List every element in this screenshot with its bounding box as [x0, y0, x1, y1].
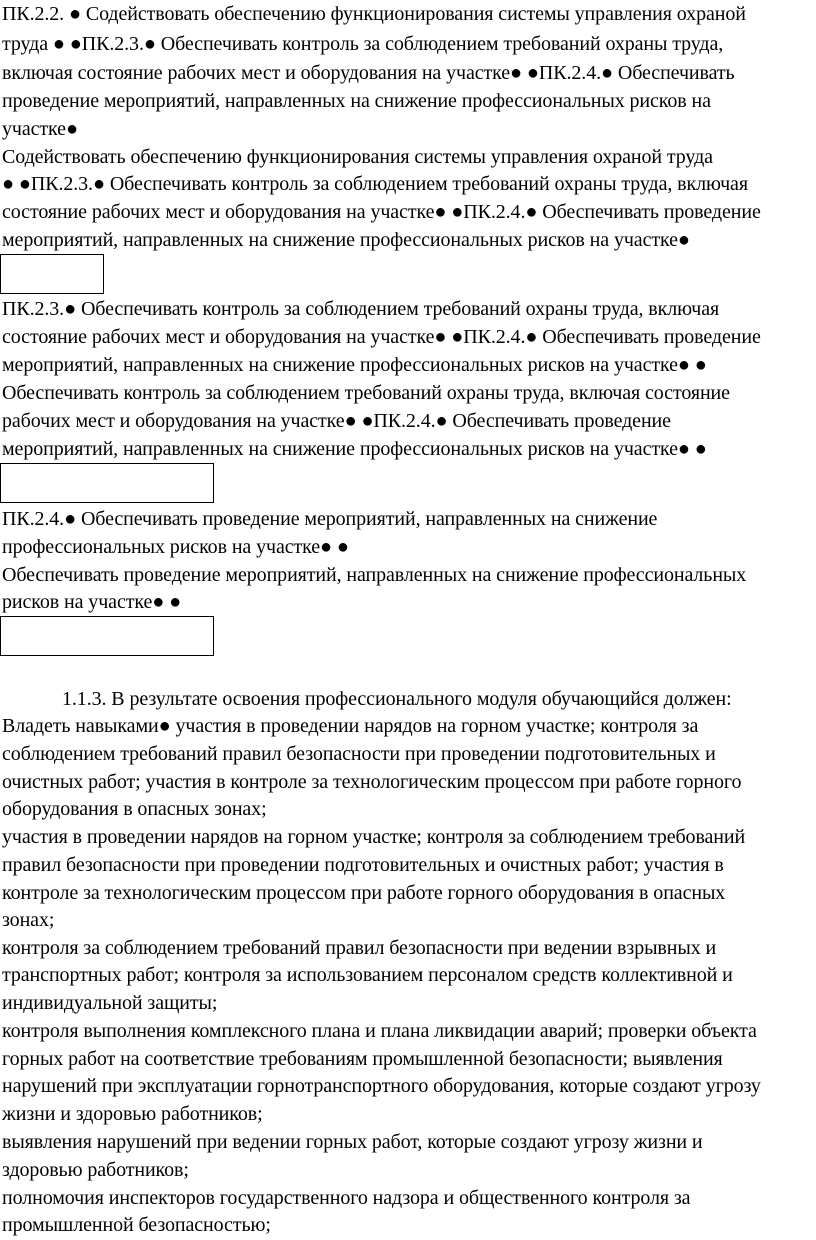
text-line: горных работ на соответствие требованиям промышленной безопасности; выявления [2, 1048, 723, 1070]
text-line: промышленной безопасностью; [2, 1214, 271, 1236]
text-line: рабочих мест и оборудования на участке● ●ПК.2.4.● Обеспечивать проведение [2, 410, 671, 432]
text-line: состояние рабочих мест и оборудования на участке● ●ПК.2.4.● Обеспечивать проведение [2, 326, 761, 348]
text-line: ● ●ПК.2.3.● Обеспечивать контроль за соблюдением требований охраны труда, включая [2, 173, 748, 195]
section-heading: 1.1.3. В результате освоения профессионального модуля обучающийся должен: [62, 688, 732, 710]
text-line: участия в проведении нарядов на горном участке; контроля за соблюдением требований [2, 826, 746, 848]
text-line: проведение мероприятий, направленных на снижение профессиональных рисков на [2, 90, 711, 112]
text-line: здоровью работников; [2, 1159, 189, 1181]
text-line: Обеспечивать контроль за соблюдением требований охраны труда, включая состояние [2, 382, 730, 404]
text-line: рисков на участке● ● [2, 591, 182, 613]
text-line: профессиональных рисков на участке● ● [2, 536, 349, 558]
text-line: контроля выполнения комплексного плана и плана ликвидации аварий; проверки объекта [2, 1020, 757, 1042]
text-line: транспортных работ; контроля за использованием персоналом средств коллективной и [2, 964, 733, 986]
text-line: контроле за технологическим процессом при работе горного оборудования в опасных [2, 882, 726, 904]
text-line: ПК.2.3.● Обеспечивать контроль за соблюдением требований охраны труда, включая [2, 298, 720, 320]
text-line: состояние рабочих мест и оборудования на участке● ●ПК.2.4.● Обеспечивать проведение [2, 201, 761, 223]
text-line: мероприятий, направленных на снижение профессиональных рисков на участке● ● [2, 438, 707, 460]
text-line: Обеспечивать проведение мероприятий, направленных на снижение профессиональных [2, 564, 747, 586]
text-line: нарушений при эксплуатации горнотранспортного оборудования, которые создают угрозу [2, 1075, 761, 1097]
text-line: соблюдением требований правил безопасности при проведении подготовительных и [2, 743, 716, 765]
text-line: ПК.2.2. ● Содействовать обеспечению функционирования системы управления охраной [2, 3, 746, 25]
text-line: мероприятий, направленных на снижение профессиональных рисков на участке● [2, 229, 690, 251]
text-line: Содействовать обеспечению функционирования системы управления охраной труда [2, 146, 713, 168]
empty-field-box[interactable] [0, 254, 104, 294]
text-line: очистных работ; участия в контроле за технологическим процессом при работе горного [2, 771, 742, 793]
empty-field-box[interactable] [0, 463, 214, 503]
text-line: участке● [2, 118, 78, 140]
text-line: мероприятий, направленных на снижение профессиональных рисков на участке● ● [2, 354, 707, 376]
text-line: оборудования в опасных зонах; [2, 798, 267, 820]
text-line: правил безопасности при проведении подготовительных и очистных работ; участия в [2, 854, 724, 876]
text-line: Владеть навыками● участия в проведении нарядов на горном участке; контроля за [2, 715, 699, 737]
text-line: зонах; [2, 909, 55, 931]
text-line: выявления нарушений при ведении горных работ, которые создают угрозу жизни и [2, 1131, 703, 1153]
text-line: жизни и здоровью работников; [2, 1103, 263, 1125]
text-line: труда ● ●ПК.2.3.● Обеспечивать контроль за соблюдением требований охраны труда, [2, 33, 724, 55]
text-line: ПК.2.4.● Обеспечивать проведение мероприятий, направленных на снижение [2, 508, 658, 530]
text-line: контроля за соблюдением требований правил безопасности при ведении взрывных и [2, 937, 717, 959]
text-line: индивидуальной защиты; [2, 992, 218, 1014]
text-line: включая состояние рабочих мест и оборудования на участке● ●ПК.2.4.● Обеспечивать [2, 62, 735, 84]
text-line: полномочия инспекторов государственного надзора и общественного контроля за [2, 1187, 691, 1209]
empty-field-box[interactable] [0, 616, 214, 656]
